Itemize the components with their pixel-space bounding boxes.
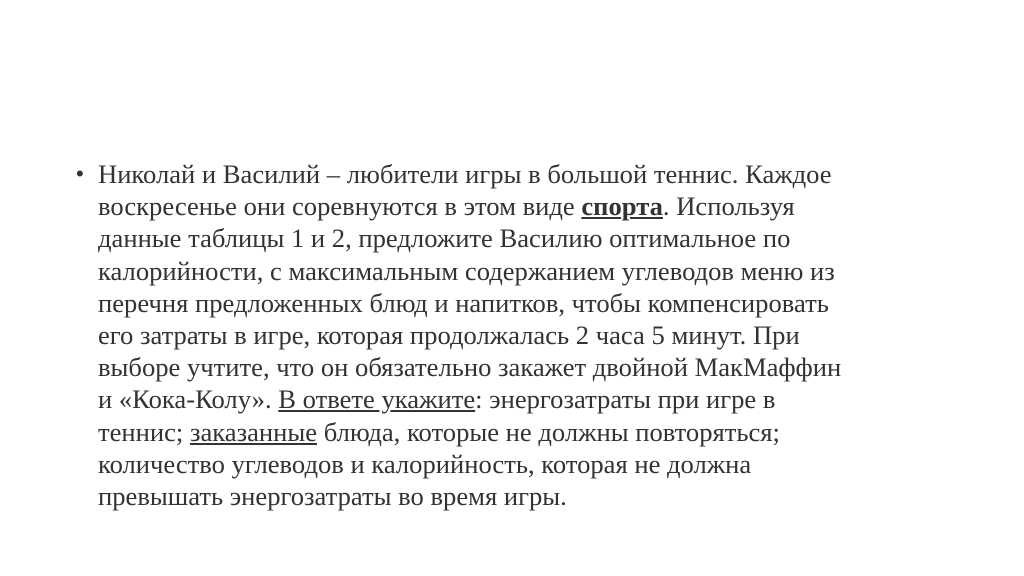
text-segment-4: блюда, которые не должны повторяться; количество углеводов и калорийность, которая не должна превышать энергозатраты во время игры. [98, 416, 780, 512]
bullet-icon: • [76, 161, 84, 186]
underlined-answer-phrase: В ответе укажите [278, 384, 476, 415]
text-segment-1: Николай и Василий – любители игры в большой теннис. Каждое воскресенье они соревнуются в этом виде [98, 159, 832, 222]
slide-content [76, 158, 956, 512]
underlined-bold-word-sport: спорта [581, 191, 663, 222]
bullet-item [76, 158, 956, 512]
underlined-ordered-word: заказанные [189, 416, 318, 447]
text-segment-2: . Используя данные таблицы 1 и 2, предложите Василию оптимальное по калорийности, с максимальным содержанием углеводов меню из перечня предложенных блюд и напитков, чтобы компенсировать его затраты в игре, которая продолжалась 2 часа 5 минут. При выборе учтите, что он обязательно закажет двойной МакМаффин и «Кока-Колу». [98, 191, 842, 415]
task-text [98, 158, 841, 512]
text-segment-3: : энергозатраты при игре в теннис; [98, 384, 776, 447]
